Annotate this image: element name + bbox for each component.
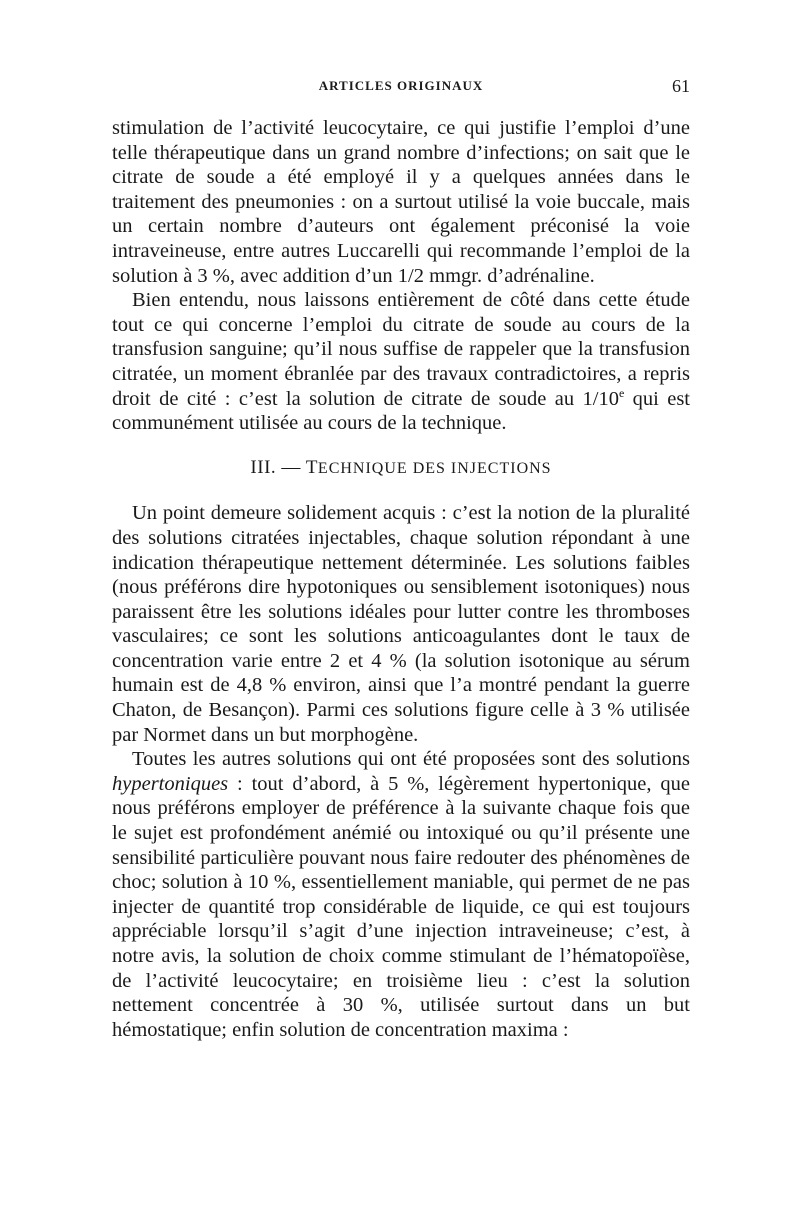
body-text	[112, 116, 690, 1042]
paragraph-2-text-b: qui est communément utilisée au cours de la technique.	[112, 387, 691, 435]
running-title: ARTICLES ORIGINAUX	[318, 78, 484, 93]
section-title-initial: T	[305, 456, 318, 478]
section-title-rest: ECHNIQUE DES INJECTIONS	[317, 459, 552, 477]
paragraph-4-emphasis: hypertoniques	[112, 772, 229, 795]
page-number: 61	[672, 76, 690, 96]
paragraph-2-superscript: e	[618, 385, 625, 400]
paragraph-1: stimulation de l’activité leucocytaire, ce qui justifie l’emploi d’une telle thérapeutique dans un grand nombre d’infections; on sait que le citrate de soude a été employé il y a quelques années dans le traitement des pneumonies : on a surtout utilisé la voie buccale, mais un certain nombre d’auteurs ont également préconisé la voie intraveineuse, entre autres Luccarelli qui recommande l’emploi de la solution à 3 %, avec addition d’un 1/2 mmgr. d’adrénaline.	[112, 117, 690, 287]
paragraph-4-text-a: Toutes les autres solutions qui ont été proposées sont des solutions	[132, 748, 690, 771]
paragraph-4	[112, 747, 690, 1042]
section-heading	[112, 456, 690, 482]
paragraph-2	[112, 288, 690, 436]
paragraph-4-text-b: : tout d’abord, à 5 %, légèrement hypertonique, que nous préférons employer de préférence à la suivante chaque fois que le sujet est profondément anémié ou intoxiqué ou qu’il présente une sensibilité particulière pouvant nous faire redouter des phénomènes de choc; solution à 10 %, essentiellement maniable, qui permet de ne pas injecter de quantité trop considérable de liquide, ce qui est toujours appréciable lorsqu’il s’agit d’une injection intraveineuse; c’est, à notre avis, la solution de choix comme stimulant de l’hématopoïèse, de l’activité leucocytaire; en troisième lieu : c’est la solution nettement concentrée à 30 %, utilisée surtout dans un but hémostatique; enfin solution de concentration maxima :	[112, 772, 690, 1041]
paragraph-2-text-a: Bien entendu, nous laissons entièrement de côté dans cette étude tout ce qui concerne l’emploi du citrate de soude au cours de la transfusion sanguine; qu’il nous suffise de rappeler que la transfusion citratée, un moment ébranlée par des travaux contradictoires, a repris droit de cité : c’est la solution de citrate de soude au 1/10	[112, 289, 690, 410]
paragraph-3: Un point demeure solidement acquis : c’est la notion de la pluralité des solutions citratées injectables, chaque solution répondant à une indication thérapeutique nettement déterminée. Les solutions faibles (nous préférons dire hypotoniques ou sensiblement isotoniques) nous paraissent être les solutions idéales pour lutter contre les thromboses vasculaires; ce sont les solutions anticoagulantes dont le taux de concentration varie entre 2 et 4 % (la solution isotonique au sérum humain est de 4,8 % environ, ainsi que l’a montré pendant la guerre Chaton, de Besançon). Parmi ces solutions figure celle à 3 % utilisée par Normet dans un but morphogène.	[112, 502, 690, 746]
section-number: III. —	[250, 456, 306, 478]
running-header	[112, 76, 690, 98]
